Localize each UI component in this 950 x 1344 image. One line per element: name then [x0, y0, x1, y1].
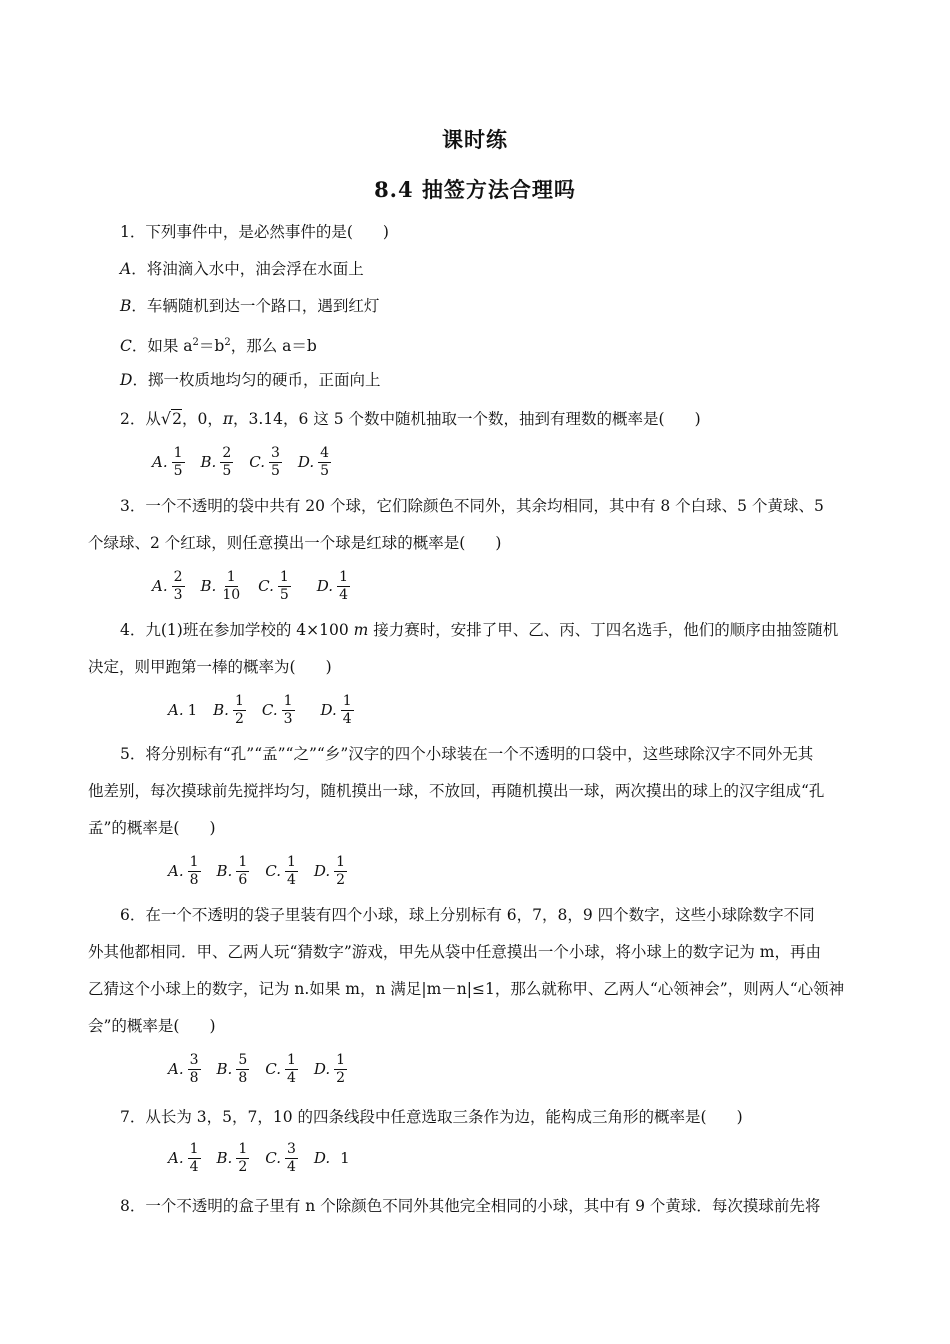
- question-1-stem: 1．下列事件中，是必然事件的是( ): [120, 223, 389, 241]
- fraction: $\frac{1}{2}$: [238, 1140, 248, 1175]
- option-a: A. 1: [168, 701, 198, 719]
- fraction: $\frac{1}{3}$: [283, 692, 293, 727]
- option-a: A. $\frac{3}{8}$: [168, 1051, 199, 1086]
- fraction: $\frac{1}{2}$: [336, 853, 346, 888]
- option-c: C. $\frac{1}{3}$: [261, 692, 293, 727]
- question-3-line-2: 个绿球、2 个红球，则任意摸出一个球是红球的概率是( ): [88, 534, 502, 552]
- question-4-options: [168, 688, 370, 732]
- fraction: $\frac{1}{4}$: [286, 1051, 296, 1086]
- question-6-line-3: 乙猜这个小球上的数字，记为 n.如果 m，n 满足|m－n|≤1，那么就称甲、乙两人“心领神会”，则两人“心领神: [88, 980, 845, 998]
- option-a: A. $\frac{1}{4}$: [168, 1140, 199, 1175]
- fraction: $\frac{1}{4}$: [342, 692, 352, 727]
- question-3-options: [152, 564, 366, 608]
- fraction: $\frac{1}{4}$: [286, 853, 296, 888]
- question-8-line-1: 8．一个不透明的盒子里有 n 个除颜色不同外其他完全相同的小球，其中有 9 个黄球．每次摸球前先将: [120, 1197, 821, 1215]
- question-1-option-a: A．将油滴入水中，油会浮在水面上: [120, 260, 364, 278]
- option-b: B. $\frac{5}{8}$: [216, 1051, 248, 1086]
- fraction: $\frac{1}{5}$: [279, 568, 289, 603]
- option-b: B. $\frac{1}{2}$: [216, 1140, 248, 1175]
- fraction: $\frac{2}{5}$: [222, 444, 232, 479]
- option-d: D. 1: [313, 1149, 350, 1167]
- question-1-option-c: C．如果 $a^2=b^2$，那么 a＝b: [120, 337, 317, 356]
- question-6-line-1: 6．在一个不透明的袋子里装有四个小球，球上分别标有 6，7，8，9 四个数字，这些小球除数字不同: [120, 906, 815, 924]
- option-c: C. $\frac{1}{4}$: [265, 853, 296, 888]
- fraction: $\frac{4}{5}$: [320, 444, 330, 479]
- question-6-line-4: 会”的概率是( ): [88, 1017, 216, 1035]
- option-c: C. $\frac{1}{5}$: [258, 568, 289, 603]
- option-a: A. $\frac{1}{8}$: [168, 853, 199, 888]
- option-b: B. $\frac{1}{10}$: [200, 568, 241, 603]
- question-1-option-b: B．车辆随机到达一个路口，遇到红灯: [120, 297, 380, 315]
- lesson-title: 8.4 抽签方法合理吗: [374, 177, 576, 202]
- option-a: A. $\frac{1}{5}$: [152, 444, 183, 479]
- question-4-line-2: 决定，则甲跑第一棒的概率为( ): [88, 658, 332, 676]
- option-b: B. $\frac{1}{2}$: [213, 692, 244, 727]
- option-b: B. $\frac{2}{5}$: [200, 444, 232, 479]
- fraction: $\frac{1}{4}$: [339, 568, 348, 603]
- fraction: $\frac{1}{5}$: [173, 444, 183, 479]
- question-4-line-1: 4．九(1)班在参加学校的 4×100 m 接力赛时，安排了甲、乙、丙、丁四名选手，他们的顺序由抽签随机: [120, 621, 839, 639]
- question-5-options: [168, 849, 363, 893]
- fraction: $\frac{3}{5}$: [270, 444, 280, 479]
- option-d: D. $\frac{1}{2}$: [313, 1051, 346, 1086]
- question-2-options: [152, 440, 347, 484]
- question-6-line-2: 外其他都相同．甲、乙两人玩“猜数字”游戏，甲先从袋中任意摸出一个小球，将小球上的数字记为 m，再由: [88, 943, 821, 961]
- fraction: $\frac{1}{6}$: [238, 853, 248, 888]
- fraction: $\frac{5}{8}$: [238, 1051, 248, 1086]
- option-d: D. $\frac{1}{4}$: [320, 692, 352, 727]
- question-6-options: [168, 1047, 363, 1091]
- question-3-line-1: 3．一个不透明的袋中共有 20 个球，它们除颜色不同外，其余均相同，其中有 8 个白球、5 个黄球、5: [120, 497, 824, 515]
- question-5-line-3: 孟”的概率是( ): [88, 819, 216, 837]
- option-d: D. $\frac{1}{2}$: [313, 853, 346, 888]
- fraction: $\frac{1}{2}$: [336, 1051, 346, 1086]
- question-5-line-1: 5．将分别标有“孔”“孟”“之”“乡”汉字的四个小球装在一个不透明的口袋中，这些球除汉字不同外无其: [120, 745, 814, 763]
- option-a: A. $\frac{2}{3}$: [152, 568, 183, 603]
- fraction: $\frac{1}{4}$: [189, 1140, 199, 1175]
- page-title: 课时练: [442, 127, 508, 152]
- fraction: $\frac{3}{8}$: [189, 1051, 199, 1086]
- question-7-stem: 7．从长为 3，5，7，10 的四条线段中任意选取三条作为边，能构成三角形的概率是( ): [120, 1108, 743, 1126]
- option-c: C. $\frac{1}{4}$: [265, 1051, 296, 1086]
- fraction: $\frac{1}{8}$: [189, 853, 199, 888]
- fraction: $\frac{2}{3}$: [173, 568, 183, 603]
- option-b: B. $\frac{1}{6}$: [216, 853, 248, 888]
- question-5-line-2: 他差别，每次摸球前先搅拌均匀，随机摸出一球，不放回，再随机摸出一球，两次摸出的球上的汉字组成“孔: [88, 782, 825, 800]
- option-c: C. $\frac{3}{4}$: [265, 1140, 296, 1175]
- option-d: D. $\frac{4}{5}$: [297, 444, 330, 479]
- option-c: C. $\frac{3}{5}$: [249, 444, 280, 479]
- question-1-option-d: D．掷一枚质地均匀的硬币，正面向上: [120, 371, 381, 389]
- question-7-options: [168, 1136, 366, 1180]
- question-2-stem: 2．从√2，0，π，3.14，6 这 5 个数中随机抽取一个数，抽到有理数的概率是( ): [120, 409, 701, 428]
- fraction: $\frac{3}{4}$: [286, 1140, 296, 1175]
- option-d: D. $\frac{1}{4}$: [316, 568, 348, 603]
- fraction: $\frac{1}{2}$: [234, 692, 244, 727]
- fraction: $\frac{1}{10}$: [222, 568, 241, 603]
